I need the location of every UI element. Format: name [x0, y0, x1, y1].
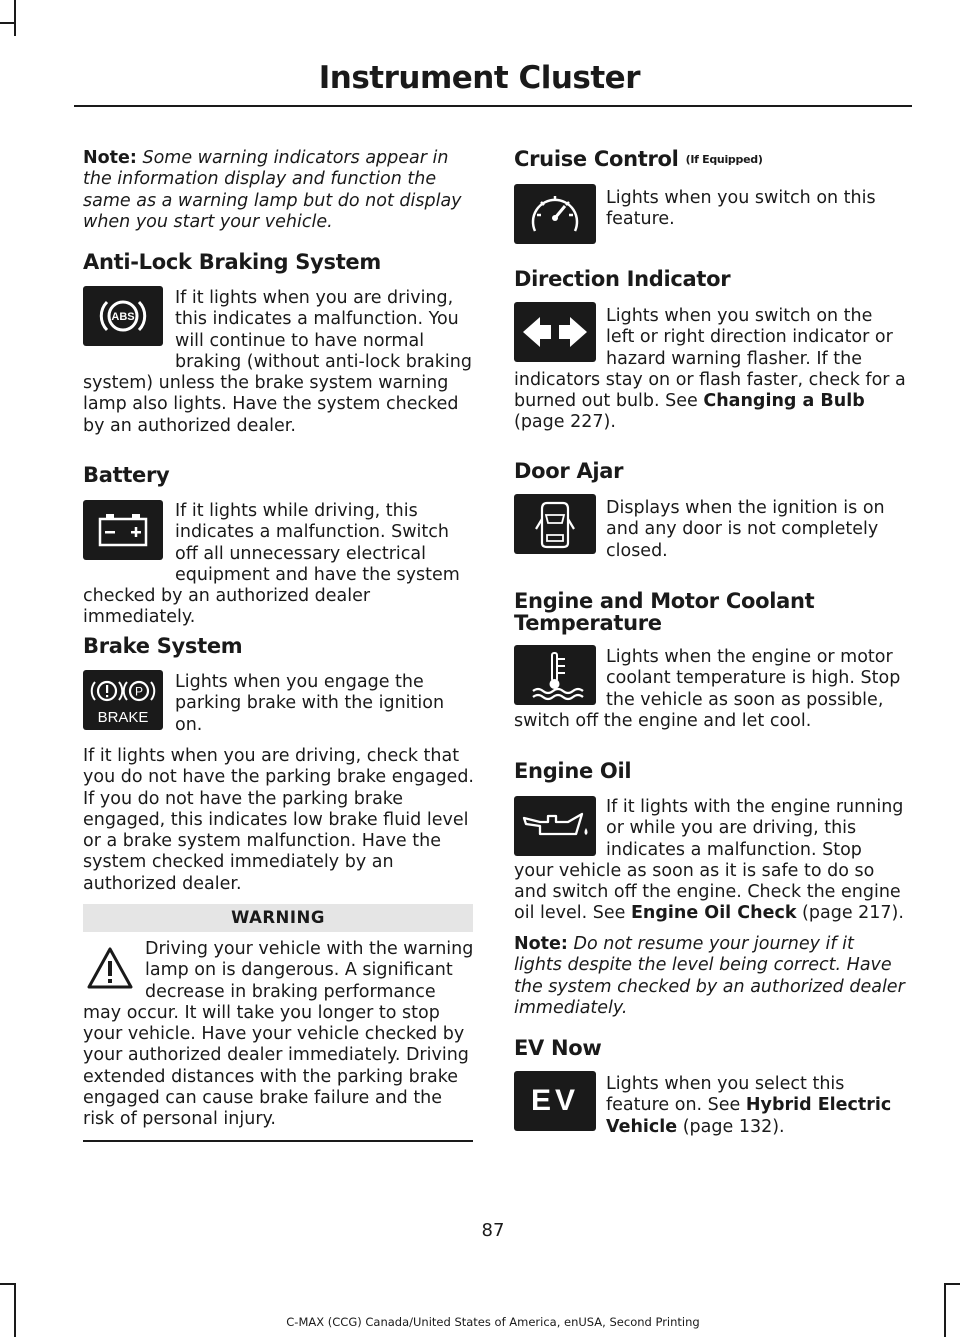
coolant-description: Lights when the engine or motor coolant temperature is high. Stop the vehicle as soon as possible, switch off the engine and let cool.: [514, 647, 901, 731]
door-heading: Door Ajar: [514, 459, 624, 483]
cruise-float-spacer: [514, 188, 606, 238]
door-description: Displays when the ignition is on and any door is not completely closed.: [606, 498, 885, 561]
oil-note-text: Do not resume your journey if it lights despite the level being correct. Have the system checked by an authorized dealer immediately.: [514, 934, 905, 1018]
page-number: 87: [481, 1220, 505, 1241]
brake-heading: Brake System: [83, 634, 243, 658]
warning-description: Driving your vehicle with the warning lamp on is dangerous. A significant decrease in braking performance may occur. It will take you longer to stop your vehicle. Have your vehicle checked by your authorized dealer immediately. Driving extended distances with the parking brake engaged can cause brake failure and the risk of personal injury.: [83, 939, 474, 1130]
edition-footer: C-MAX (CCG) Canada/United States of America, enUSA, Second Printing: [286, 1315, 700, 1329]
oil-description: If it lights with the engine running or while you are driving, this indicates a malfunction. Stop your vehicle as soon as it is safe to do so and switch off the engine. Check the engine oil level. See: [514, 797, 904, 924]
brake-float-spacer: [83, 672, 175, 736]
ev-text: [514, 1074, 906, 1138]
abs-text: [83, 288, 475, 437]
coolant-text: [514, 647, 906, 732]
page-title: Instrument Cluster: [318, 60, 640, 96]
cruise-heading-text: Cruise Control: [514, 147, 679, 171]
warning-text: [83, 939, 475, 1131]
brake-text: [83, 672, 475, 736]
oil-note-label: Note:: [514, 934, 568, 954]
direction-heading: Direction Indicator: [514, 267, 731, 291]
intro-note-block: [83, 148, 475, 233]
brake-icon-label: BRAKE: [97, 709, 149, 726]
battery-description: If it lights while driving, this indicates a malfunction. Switch off all unnecessary electrical equipment and have the system checked by an authorized dealer immediately.: [83, 501, 460, 628]
ev-heading: EV Now: [514, 1036, 602, 1060]
direction-float-spacer: [514, 306, 606, 366]
brake-description: Lights when you engage the parking brake with the ignition on.: [175, 672, 445, 735]
battery-text: [83, 501, 475, 629]
battery-float-spacer: [83, 501, 175, 565]
door-float-spacer: [514, 498, 606, 558]
coolant-float-spacer: [514, 647, 606, 707]
cruise-heading-suffix: (If Equipped): [685, 153, 763, 166]
abs-heading: Anti-Lock Braking System: [83, 250, 381, 274]
brake-text-2: If it lights when you are driving, check that you do not have the parking brake engaged. If you do not have the parking brake engaged, this indicates low brake fluid level or a brake system malfunction. Have the system checked immediately by an authorized dealer.: [83, 746, 474, 894]
battery-heading: Battery: [83, 463, 170, 487]
oil-heading: Engine Oil: [514, 759, 632, 783]
hybrid-electric-vehicle-link[interactable]: Hybrid Electric Vehicle: [606, 1095, 892, 1137]
abs-icon-label: ABS: [111, 311, 135, 323]
warning-float-spacer: [83, 939, 145, 999]
oil-float-spacer: [514, 797, 606, 857]
warning-bottom-rule: [83, 1140, 473, 1142]
changing-bulb-page-ref: (page 227).: [514, 412, 616, 433]
ev-icon-label: EV: [530, 1084, 580, 1117]
svg-text:P: P: [134, 684, 144, 699]
ev-description: Lights when you select this feature on. See: [606, 1074, 845, 1116]
cruise-heading: [514, 148, 763, 171]
door-text: [514, 498, 906, 562]
abs-float-spacer: [83, 288, 175, 352]
changing-bulb-link[interactable]: Changing a Bulb: [703, 391, 865, 412]
cruise-description: Lights when you switch on this feature.: [606, 188, 876, 230]
oil-text: [514, 797, 906, 925]
oil-note: [514, 934, 906, 1019]
note-text: Some warning indicators appear in the information display and function the same as a warning lamp but do not display when you start your vehicle.: [83, 148, 462, 232]
abs-description: If it lights when you are driving, this indicates a malfunction. You will continue to have normal braking (without anti-lock braking system) unless the brake system warning lamp also lights. Have the system checked by an authorized dealer.: [83, 288, 472, 436]
hybrid-electric-vehicle-page-ref: (page 132).: [682, 1116, 785, 1137]
note-label: Note:: [83, 148, 137, 168]
engine-oil-check-link[interactable]: Engine Oil Check: [630, 903, 797, 924]
cruise-text: [514, 188, 906, 238]
engine-oil-check-page-ref: (page 217).: [802, 903, 904, 924]
warning-title: WARNING: [231, 908, 325, 927]
coolant-heading: Engine and Motor Coolant Temperature: [514, 589, 815, 635]
warning-bar: [83, 904, 473, 932]
direction-text: [514, 306, 906, 434]
ev-float-spacer: [514, 1074, 606, 1134]
direction-description: Lights when you switch on the left or right direction indicator or hazard warning flasher. If the indicators stay on or flash faster, check for a burned out bulb. See: [514, 306, 906, 412]
